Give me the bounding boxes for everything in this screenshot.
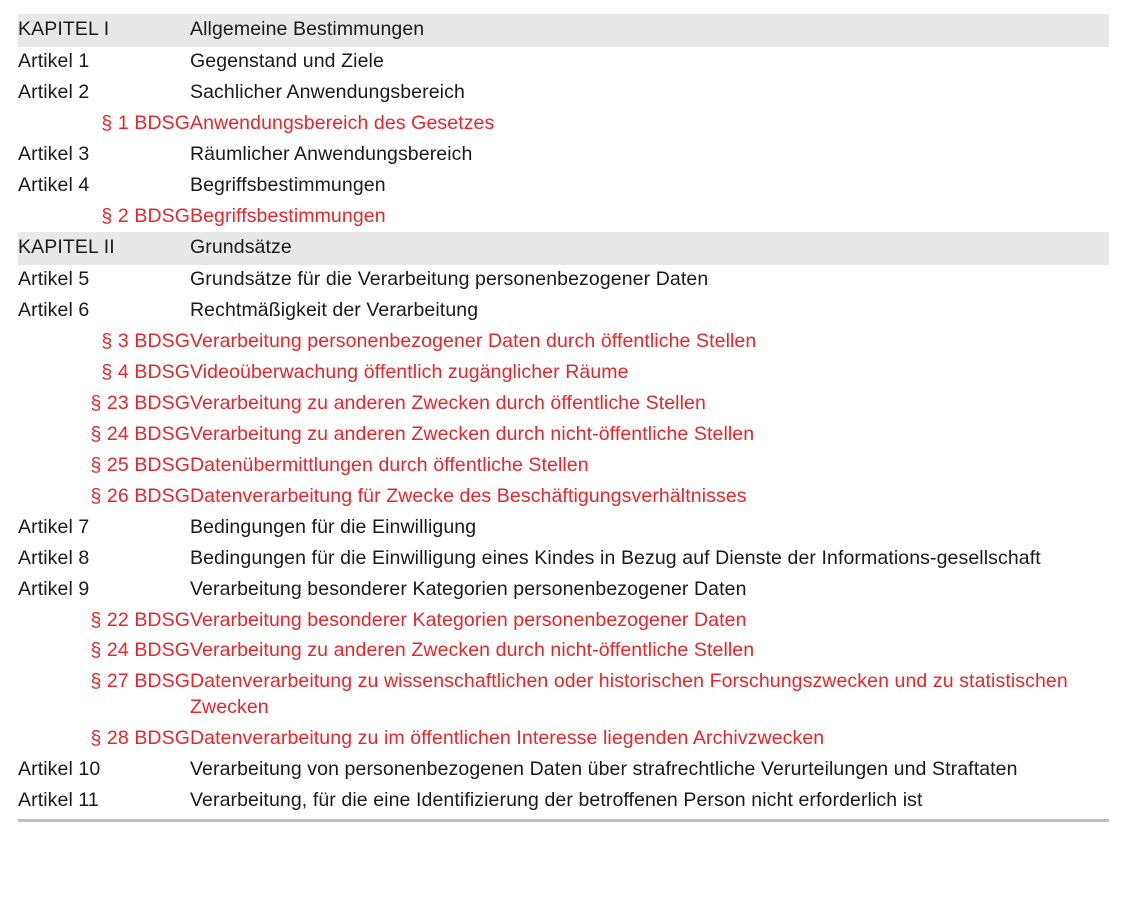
toc-row-label: Artikel 9: [18, 577, 90, 600]
toc-article-row: [18, 140, 1109, 171]
toc-bdsg-row: [18, 667, 1109, 724]
toc-row-label: § 4 BDSG: [101, 361, 190, 384]
toc-row-label: KAPITEL II: [18, 236, 115, 259]
toc-row-label: § 2 BDSG: [101, 204, 190, 227]
toc-row-label: § 23 BDSG: [90, 392, 190, 415]
toc-row-label: Artikel 5: [18, 268, 90, 291]
toc-row-label: § 24 BDSG: [90, 422, 190, 445]
toc-row-label: § 28 BDSG: [90, 727, 190, 750]
toc-row-title: Videoüberwachung öffentlich zugänglicher Räume: [190, 361, 629, 384]
toc-bdsg-row: [18, 358, 1109, 389]
toc-row-title: Datenverarbeitung zu wissenschaftlichen oder historischen Forschungszwecken und zu statistischen Zwecken: [190, 670, 1068, 719]
toc-row-title: Sachlicher Anwendungsbereich: [190, 80, 465, 103]
toc-body: [18, 14, 1109, 817]
toc-row-title: Grundsätze für die Verarbeitung personenbezogener Daten: [190, 268, 709, 291]
toc-bdsg-row: [18, 202, 1109, 233]
toc-row-title: Allgemeine Bestimmungen: [190, 18, 425, 40]
toc-row-title: Grundsätze: [190, 236, 292, 259]
toc-bdsg-row: [18, 482, 1109, 513]
toc-article-row: [18, 513, 1109, 544]
toc-article-row: [18, 47, 1109, 78]
toc-bdsg-row: [18, 451, 1109, 482]
toc-article-row: [18, 78, 1109, 109]
toc-row-label: § 24 BDSG: [90, 639, 190, 662]
toc-row-label: Artikel 8: [18, 546, 90, 569]
toc-row-label: Artikel 7: [18, 515, 90, 538]
toc-row-label: § 25 BDSG: [90, 453, 190, 476]
toc-row-label: § 26 BDSG: [90, 484, 190, 507]
toc-chapter-row: [18, 14, 1109, 47]
toc-bdsg-row: [18, 327, 1109, 358]
toc-row-label: § 27 BDSG: [90, 670, 190, 693]
toc-row-label: Artikel 11: [18, 789, 99, 812]
toc-bdsg-row: [18, 606, 1109, 637]
toc-table: [18, 14, 1109, 817]
toc-row-label: Artikel 2: [18, 80, 90, 103]
toc-bdsg-row: [18, 109, 1109, 140]
toc-row-label: § 22 BDSG: [90, 608, 190, 631]
toc-row-title: Verarbeitung besonderer Kategorien personenbezogener Daten: [190, 577, 747, 600]
toc-row-title: Anwendungsbereich des Gesetzes: [190, 111, 495, 134]
toc-row-label: KAPITEL I: [18, 18, 110, 40]
toc-row-title: Gegenstand und Ziele: [190, 49, 384, 72]
toc-row-title: Verarbeitung zu anderen Zwecken durch öffentliche Stellen: [190, 392, 706, 415]
bottom-divider: [18, 819, 1109, 822]
toc-row-label: Artikel 10: [18, 758, 101, 781]
toc-article-row: [18, 544, 1109, 575]
toc-row-title: Verarbeitung von personenbezogenen Daten über strafrechtliche Verurteilungen und Straftaten: [190, 758, 1018, 781]
toc-article-row: [18, 265, 1109, 296]
toc-row-title: Verarbeitung zu anderen Zwecken durch nicht-öffentliche Stellen: [190, 639, 755, 662]
toc-row-title: Verarbeitung zu anderen Zwecken durch nicht-öffentliche Stellen: [190, 422, 755, 445]
toc-row-title: Verarbeitung, für die eine Identifizierung der betroffenen Person nicht erforderlich ist: [190, 789, 923, 812]
toc-article-row: [18, 755, 1109, 786]
toc-bdsg-row: [18, 636, 1109, 667]
toc-row-title: Bedingungen für die Einwilligung: [190, 515, 477, 538]
toc-row-title: Rechtmäßigkeit der Verarbeitung: [190, 299, 479, 322]
toc-row-label: § 3 BDSG: [101, 330, 190, 353]
toc-row-title: Verarbeitung besonderer Kategorien personenbezogener Daten: [190, 608, 747, 631]
toc-article-row: [18, 171, 1109, 202]
toc-bdsg-row: [18, 389, 1109, 420]
toc-row-title: Räumlicher Anwendungsbereich: [190, 142, 473, 165]
toc-row-title: Datenverarbeitung für Zwecke des Beschäftigungsverhältnisses: [190, 484, 747, 507]
toc-row-title: Verarbeitung personenbezogener Daten durch öffentliche Stellen: [190, 330, 757, 353]
toc-row-label: § 1 BDSG: [101, 111, 190, 134]
toc-row-title: Datenverarbeitung zu im öffentlichen Interesse liegenden Archivzwecken: [190, 727, 825, 750]
toc-article-row: [18, 575, 1109, 606]
toc-row-label: Artikel 6: [18, 299, 90, 322]
toc-article-row: [18, 786, 1109, 817]
toc-row-label: Artikel 3: [18, 142, 90, 165]
toc-bdsg-row: [18, 420, 1109, 451]
toc-row-label: Artikel 1: [18, 49, 90, 72]
toc-row-title: Begriffsbestimmungen: [190, 204, 386, 227]
toc-row-title: Datenübermittlungen durch öffentliche Stellen: [190, 453, 589, 476]
toc-chapter-row: [18, 232, 1109, 265]
toc-bdsg-row: [18, 724, 1109, 755]
toc-article-row: [18, 296, 1109, 327]
toc-row-title: Begriffsbestimmungen: [190, 173, 386, 196]
toc-row-title: Bedingungen für die Einwilligung eines Kindes in Bezug auf Dienste der Informations-gesellschaft: [190, 546, 1041, 569]
toc-row-label: Artikel 4: [18, 173, 90, 196]
